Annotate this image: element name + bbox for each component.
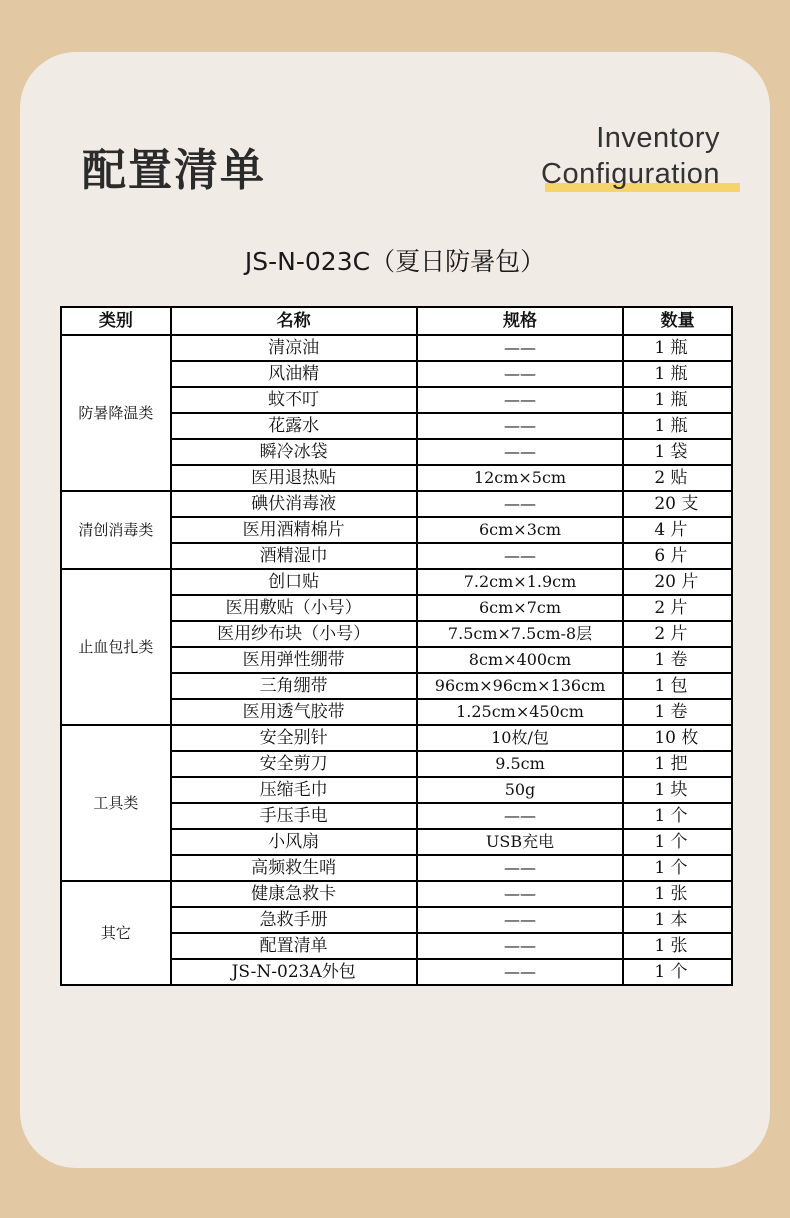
table-row bbox=[61, 491, 732, 517]
category-cell: 止血包扎类 bbox=[61, 569, 171, 725]
name-cell: JS-N-023A外包 bbox=[171, 959, 417, 985]
category-cell: 其它 bbox=[61, 881, 171, 985]
column-header-name: 名称 bbox=[171, 307, 417, 335]
quantity-cell: 1 把 bbox=[623, 751, 732, 777]
quantity-cell: 1 个 bbox=[623, 803, 732, 829]
name-cell: 创口贴 bbox=[171, 569, 417, 595]
spec-cell: —— bbox=[417, 439, 624, 465]
name-cell: 碘伏消毒液 bbox=[171, 491, 417, 517]
name-cell: 医用透气胶带 bbox=[171, 699, 417, 725]
inventory-table-body bbox=[61, 335, 732, 985]
category-cell: 清创消毒类 bbox=[61, 491, 171, 569]
name-cell: 风油精 bbox=[171, 361, 417, 387]
quantity-cell: 1 卷 bbox=[623, 699, 732, 725]
content-card bbox=[20, 52, 770, 1168]
quantity-cell: 1 瓶 bbox=[623, 361, 732, 387]
quantity-cell: 1 袋 bbox=[623, 439, 732, 465]
spec-cell: USB充电 bbox=[417, 829, 624, 855]
column-header-quantity: 数量 bbox=[623, 307, 732, 335]
spec-cell: —— bbox=[417, 413, 624, 439]
page-title: 配置清单 bbox=[82, 145, 266, 196]
name-cell: 医用弹性绷带 bbox=[171, 647, 417, 673]
english-title-line1: Inventory bbox=[596, 122, 720, 154]
name-cell: 高频救生哨 bbox=[171, 855, 417, 881]
name-cell: 配置清单 bbox=[171, 933, 417, 959]
quantity-cell: 2 片 bbox=[623, 621, 732, 647]
quantity-cell: 1 本 bbox=[623, 907, 732, 933]
column-header-category: 类别 bbox=[61, 307, 171, 335]
spec-cell: 7.2cm×1.9cm bbox=[417, 569, 624, 595]
name-cell: 医用酒精棉片 bbox=[171, 517, 417, 543]
category-cell: 工具类 bbox=[61, 725, 171, 881]
column-header-spec: 规格 bbox=[417, 307, 624, 335]
quantity-cell: 10 枚 bbox=[623, 725, 732, 751]
name-cell: 三角绷带 bbox=[171, 673, 417, 699]
quantity-cell: 1 瓶 bbox=[623, 335, 732, 361]
spec-cell: —— bbox=[417, 491, 624, 517]
spec-cell: 6cm×3cm bbox=[417, 517, 624, 543]
spec-cell: —— bbox=[417, 907, 624, 933]
quantity-cell: 2 贴 bbox=[623, 465, 732, 491]
name-cell: 压缩毛巾 bbox=[171, 777, 417, 803]
spec-cell: 12cm×5cm bbox=[417, 465, 624, 491]
quantity-cell: 1 个 bbox=[623, 959, 732, 985]
spec-cell: 8cm×400cm bbox=[417, 647, 624, 673]
spec-cell: —— bbox=[417, 959, 624, 985]
table-row bbox=[61, 881, 732, 907]
spec-cell: —— bbox=[417, 387, 624, 413]
spec-cell: —— bbox=[417, 361, 624, 387]
quantity-cell: 1 卷 bbox=[623, 647, 732, 673]
spec-cell: 7.5cm×7.5cm-8层 bbox=[417, 621, 624, 647]
name-cell: 健康急救卡 bbox=[171, 881, 417, 907]
name-cell: 安全别针 bbox=[171, 725, 417, 751]
quantity-cell: 20 片 bbox=[623, 569, 732, 595]
english-title-line2: Configuration bbox=[541, 158, 720, 190]
name-cell: 医用退热贴 bbox=[171, 465, 417, 491]
name-cell: 清凉油 bbox=[171, 335, 417, 361]
name-cell: 安全剪刀 bbox=[171, 751, 417, 777]
name-cell: 医用敷贴（小号） bbox=[171, 595, 417, 621]
quantity-cell: 1 块 bbox=[623, 777, 732, 803]
quantity-cell: 20 支 bbox=[623, 491, 732, 517]
name-cell: 蚊不叮 bbox=[171, 387, 417, 413]
quantity-cell: 1 瓶 bbox=[623, 413, 732, 439]
name-cell: 小风扇 bbox=[171, 829, 417, 855]
english-title-line2-wrap bbox=[541, 156, 720, 192]
spec-cell: 9.5cm bbox=[417, 751, 624, 777]
spec-cell: 1.25cm×450cm bbox=[417, 699, 624, 725]
spec-cell: 96cm×96cm×136cm bbox=[417, 673, 624, 699]
spec-cell: —— bbox=[417, 335, 624, 361]
spec-cell: —— bbox=[417, 543, 624, 569]
spec-cell: —— bbox=[417, 855, 624, 881]
quantity-cell: 2 片 bbox=[623, 595, 732, 621]
quantity-cell: 1 个 bbox=[623, 855, 732, 881]
table-row bbox=[61, 569, 732, 595]
spec-cell: 50g bbox=[417, 777, 624, 803]
spec-cell: —— bbox=[417, 803, 624, 829]
inventory-table bbox=[60, 306, 733, 986]
name-cell: 手压手电 bbox=[171, 803, 417, 829]
spec-cell: 10枚/包 bbox=[417, 725, 624, 751]
table-row bbox=[61, 725, 732, 751]
name-cell: 花露水 bbox=[171, 413, 417, 439]
table-header-row bbox=[61, 307, 732, 335]
product-subtitle: JS-N-023C（夏日防暑包） bbox=[244, 247, 546, 276]
quantity-cell: 1 瓶 bbox=[623, 387, 732, 413]
category-cell: 防暑降温类 bbox=[61, 335, 171, 491]
table-row bbox=[61, 335, 732, 361]
quantity-cell: 1 张 bbox=[623, 881, 732, 907]
quantity-cell: 6 片 bbox=[623, 543, 732, 569]
english-title bbox=[541, 120, 720, 192]
spec-cell: —— bbox=[417, 933, 624, 959]
name-cell: 瞬冷冰袋 bbox=[171, 439, 417, 465]
quantity-cell: 4 片 bbox=[623, 517, 732, 543]
quantity-cell: 1 张 bbox=[623, 933, 732, 959]
quantity-cell: 1 个 bbox=[623, 829, 732, 855]
name-cell: 酒精湿巾 bbox=[171, 543, 417, 569]
quantity-cell: 1 包 bbox=[623, 673, 732, 699]
spec-cell: —— bbox=[417, 881, 624, 907]
name-cell: 急救手册 bbox=[171, 907, 417, 933]
name-cell: 医用纱布块（小号） bbox=[171, 621, 417, 647]
spec-cell: 6cm×7cm bbox=[417, 595, 624, 621]
